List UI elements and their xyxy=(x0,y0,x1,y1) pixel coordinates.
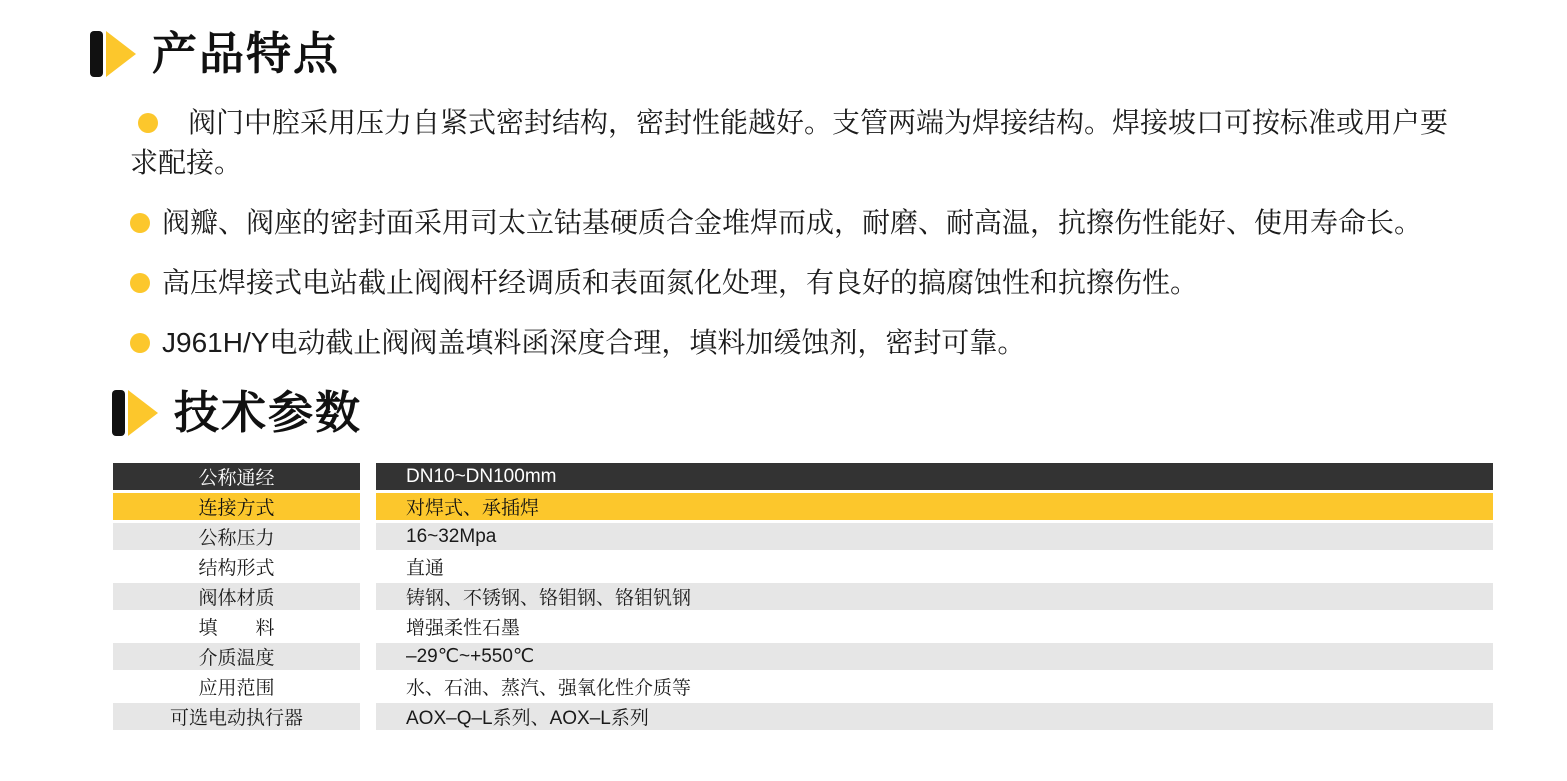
table-row xyxy=(113,523,1493,550)
column-gutter xyxy=(360,523,376,550)
table-row xyxy=(113,673,1493,700)
features-heading-title: 产品特点 xyxy=(152,28,341,79)
feature-bullet-text: 高压焊接式电站截止阀阀杆经调质和表面氮化处理，有良好的搞腐蚀性和抗擦伤性。 xyxy=(162,267,1199,298)
param-label: 阀体材质 xyxy=(113,583,360,610)
param-value: 直通 xyxy=(376,553,1493,580)
param-label: 填 料 xyxy=(113,613,360,640)
table-row xyxy=(113,553,1493,580)
table-row xyxy=(113,493,1493,520)
table-row xyxy=(113,703,1493,730)
param-value: 对焊式、承插焊 xyxy=(376,493,1493,520)
column-gutter xyxy=(360,703,376,730)
table-row xyxy=(113,583,1493,610)
feature-bullet xyxy=(130,203,1567,243)
arrow-right-icon xyxy=(128,390,158,436)
param-value: 增强柔性石墨 xyxy=(376,613,1493,640)
param-value: 铸钢、不锈钢、铬钼钢、铬钼钒钢 xyxy=(376,583,1493,610)
feature-bullet-text: J961H/Y电动截止阀阀盖填料函深度合理，填料加缓蚀剂，密封可靠。 xyxy=(162,327,1026,358)
bullet-dot-icon xyxy=(130,333,150,353)
column-gutter xyxy=(360,643,376,670)
product-spec-page xyxy=(0,30,1567,781)
feature-bullet-text: 阀门中腔采用压力自紧式密封结构，密封性能越好。支管两端为焊接结构。焊接坡口可按标准或用户要求配接。 xyxy=(130,107,1449,178)
parameters-table xyxy=(113,463,1493,730)
section-marker-icon xyxy=(90,31,136,77)
table-row xyxy=(113,643,1493,670)
param-label: 可选电动执行器 xyxy=(113,703,360,730)
param-label: 介质温度 xyxy=(113,643,360,670)
param-value: AOX–Q–L系列、AOX–L系列 xyxy=(376,703,1493,730)
param-label: 连接方式 xyxy=(113,493,360,520)
param-label: 公称压力 xyxy=(113,523,360,550)
param-label: 公称通经 xyxy=(113,463,360,490)
feature-bullet xyxy=(130,103,1470,183)
table-row xyxy=(113,463,1493,490)
param-value: 16~32Mpa xyxy=(376,523,1493,550)
param-label: 应用范围 xyxy=(113,673,360,700)
feature-bullet xyxy=(130,263,1567,303)
bullet-dot-icon xyxy=(130,213,150,233)
column-gutter xyxy=(360,553,376,580)
feature-bullet xyxy=(130,323,1567,363)
param-value: –29℃~+550℃ xyxy=(376,643,1493,670)
bullet-dot-icon xyxy=(130,273,150,293)
column-gutter xyxy=(360,493,376,520)
column-gutter xyxy=(360,673,376,700)
section-marker-icon xyxy=(112,390,158,436)
parameters-heading-title: 技术参数 xyxy=(174,387,363,438)
column-gutter xyxy=(360,583,376,610)
bullet-dot-icon xyxy=(138,113,158,133)
arrow-right-icon xyxy=(106,31,136,77)
column-gutter xyxy=(360,463,376,490)
feature-bullet-text: 阀瓣、阀座的密封面采用司太立钴基硬质合金堆焊而成，耐磨、耐高温，抗擦伤性能好、使用寿命长。 xyxy=(162,207,1423,238)
features-section-heading xyxy=(90,30,1567,78)
parameters-section-heading xyxy=(112,389,1567,437)
marker-bar-icon xyxy=(90,31,103,77)
param-value: 水、石油、蒸汽、强氧化性介质等 xyxy=(376,673,1493,700)
param-label: 结构形式 xyxy=(113,553,360,580)
table-row xyxy=(113,613,1493,640)
param-value: DN10~DN100mm xyxy=(376,463,1493,490)
marker-bar-icon xyxy=(112,390,125,436)
column-gutter xyxy=(360,613,376,640)
